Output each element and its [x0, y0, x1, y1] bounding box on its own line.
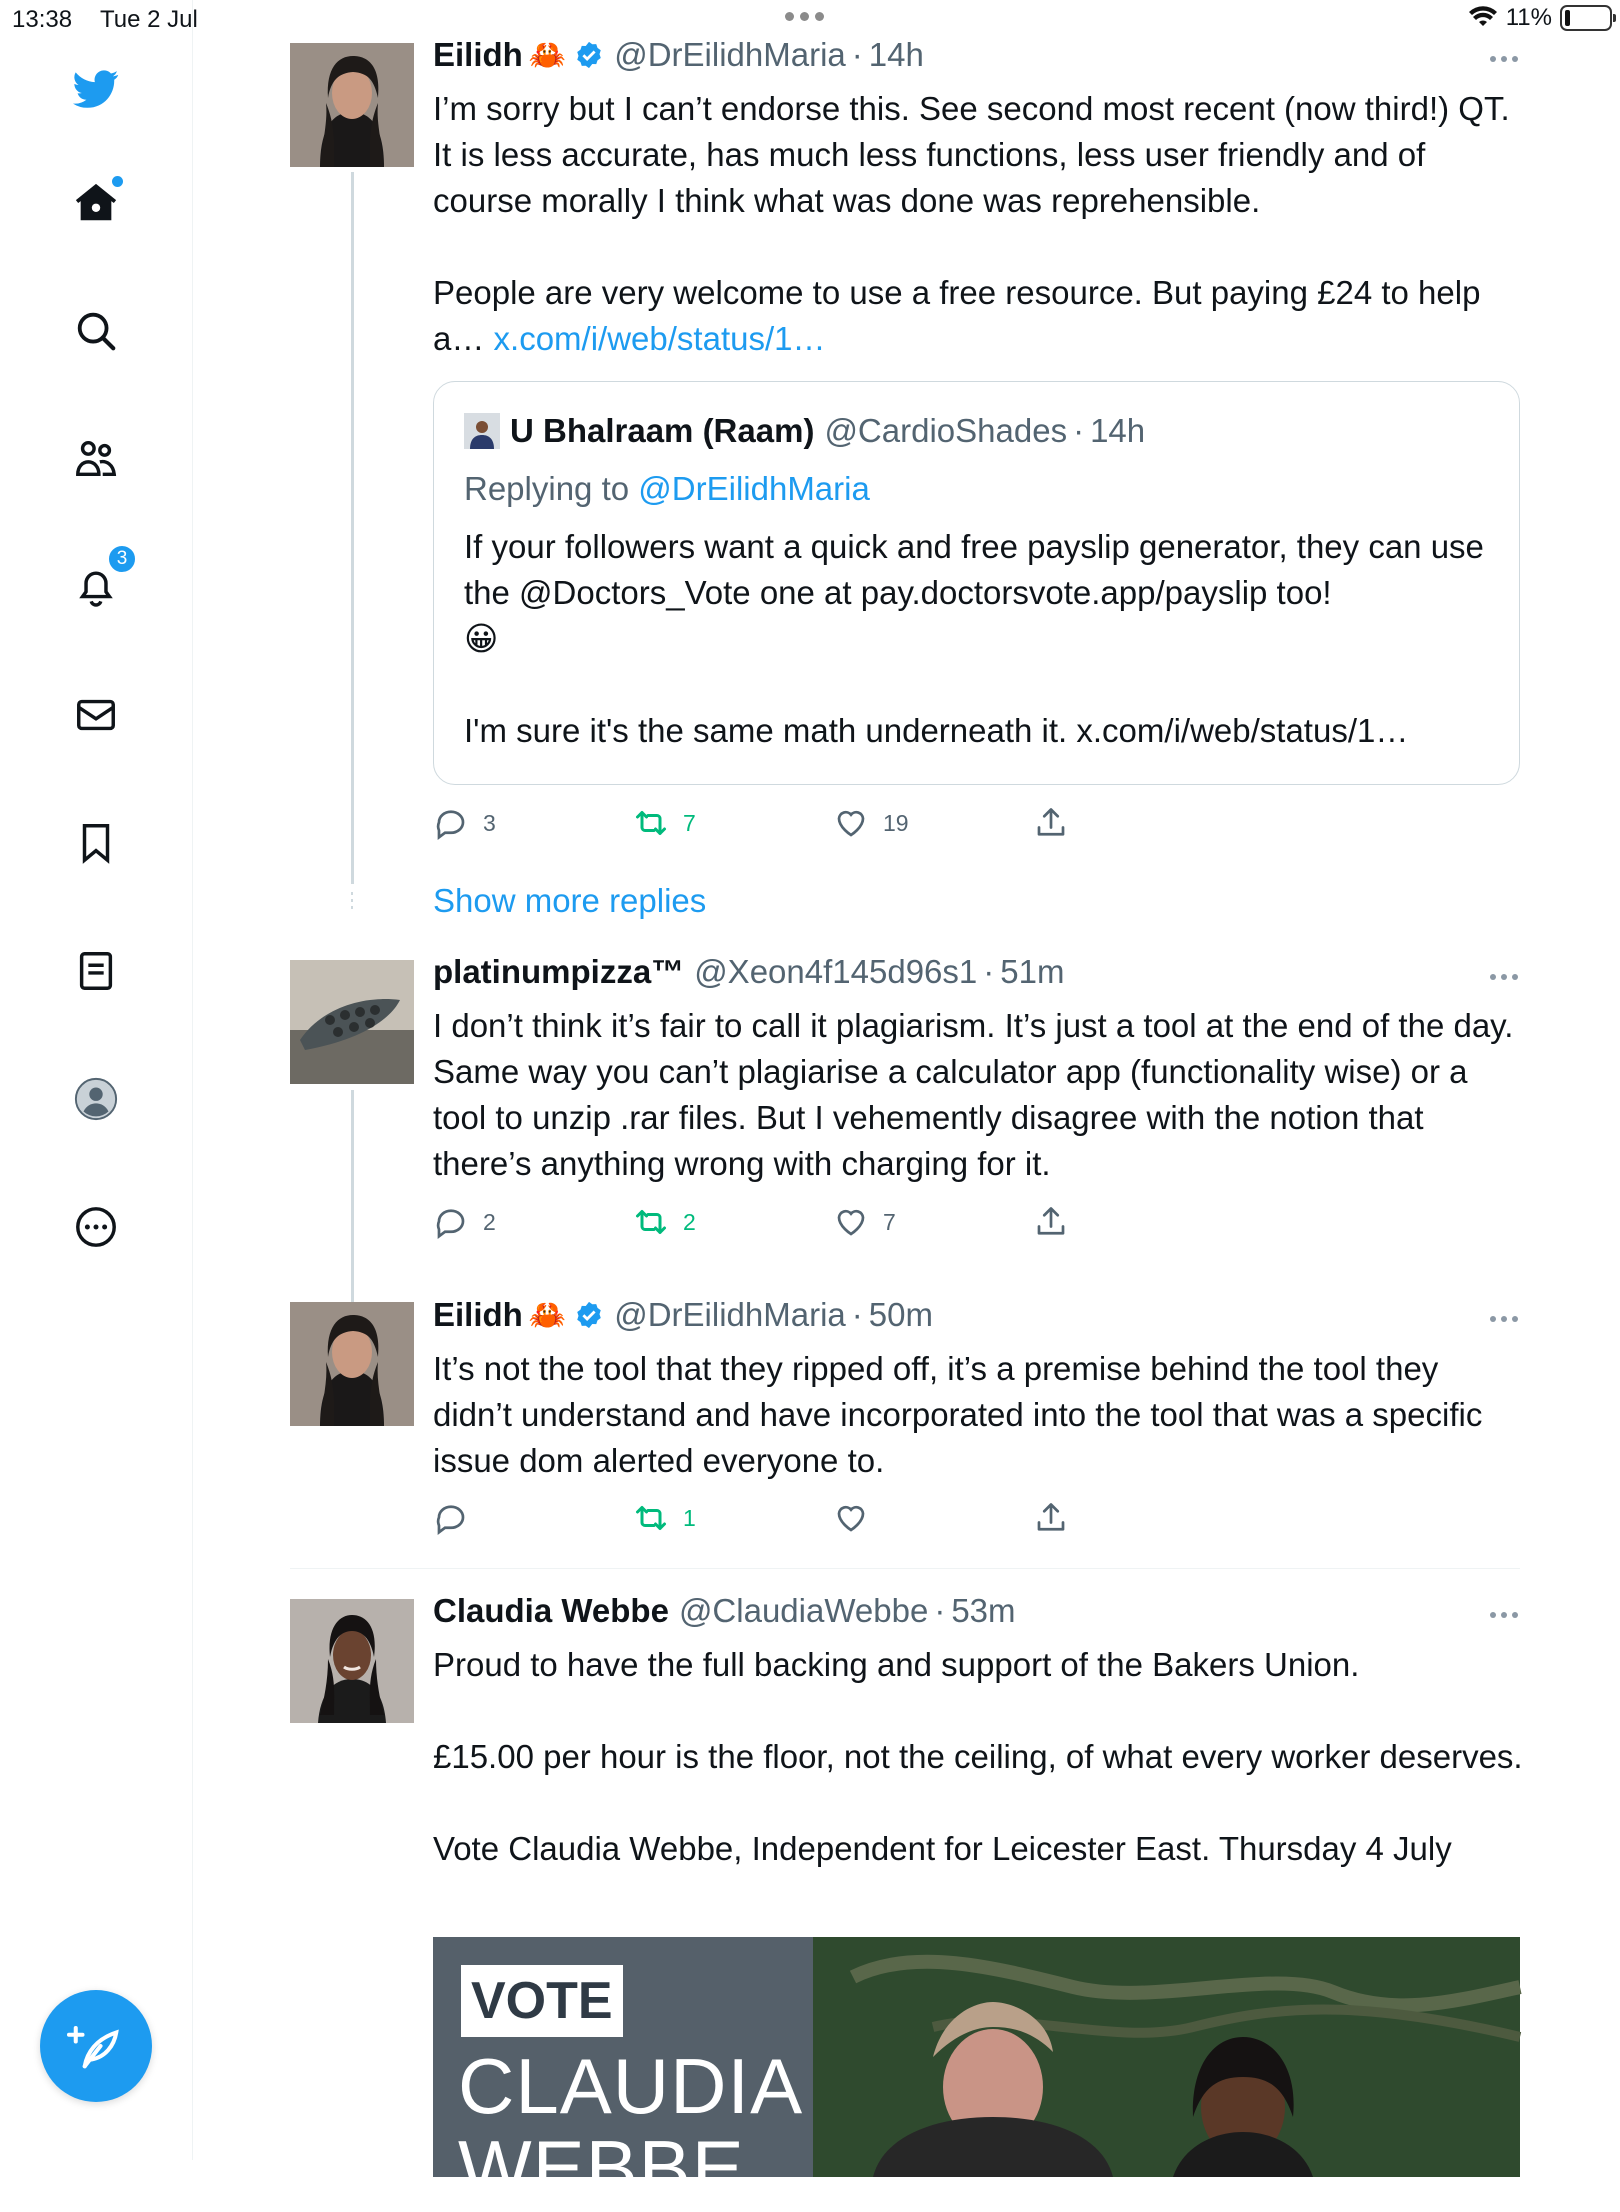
- sidebar: [0, 0, 193, 2160]
- share-button[interactable]: [1033, 1500, 1069, 1536]
- status-date: Tue 2 Jul: [100, 6, 198, 33]
- quote-avatar: [464, 413, 500, 449]
- quote-paragraph: I'm sure it's the same math underneath it. x.com/i/web/status/1…: [464, 712, 1409, 749]
- separator-dot: ·: [851, 36, 863, 73]
- avatar[interactable]: [290, 1302, 414, 1426]
- retweet-count: 1: [683, 1504, 696, 1531]
- crab-emoji: 🦀: [528, 38, 567, 72]
- tweet-paragraph: People are very welcome to use a free resource. But paying £24 to help a…: [433, 274, 1481, 357]
- like-button[interactable]: [833, 1500, 869, 1536]
- search-icon[interactable]: [71, 306, 121, 356]
- lists-icon[interactable]: [71, 946, 121, 996]
- tweet-time[interactable]: 51m: [1000, 953, 1065, 990]
- share-button[interactable]: [1033, 805, 1069, 841]
- replying-to-handle[interactable]: @DrEilidhMaria: [638, 470, 870, 507]
- tweet-paragraph: £15.00 per hour is the floor, not the ceiling, of what every worker deserves.: [433, 1738, 1523, 1775]
- tweet-paragraph: Proud to have the full backing and support of the Bakers Union.: [433, 1646, 1360, 1683]
- like-count: 19: [883, 809, 909, 836]
- compose-tweet-button[interactable]: [40, 1990, 152, 2102]
- retweet-count: 7: [683, 809, 696, 836]
- tweet-link[interactable]: x.com/i/web/status/1…: [493, 320, 826, 357]
- tweet-media-image[interactable]: [433, 1937, 1520, 2212]
- media-vote-text: VOTE: [461, 1965, 623, 2037]
- battery-percent: 11%: [1505, 4, 1552, 31]
- author-name[interactable]: Eilidh: [433, 36, 523, 73]
- retweet-icon: [633, 1500, 669, 1536]
- share-button[interactable]: [1033, 1204, 1069, 1240]
- separator-dot: ·: [934, 1592, 946, 1629]
- tweet-actions: [433, 1204, 1093, 1244]
- home-unread-dot: [112, 176, 123, 187]
- messages-icon[interactable]: [71, 690, 121, 740]
- tweet-more-icon[interactable]: [1490, 56, 1518, 62]
- tweet-time[interactable]: 50m: [868, 1296, 933, 1333]
- profile-avatar-icon[interactable]: [71, 1074, 121, 1124]
- retweet-button[interactable]: [633, 805, 696, 841]
- reply-icon: [433, 805, 469, 841]
- author-handle[interactable]: @DrEilidhMaria: [614, 1296, 846, 1333]
- grin-emoji: 😀: [464, 620, 499, 657]
- status-time: 13:38: [12, 6, 73, 33]
- notifications-bell-icon[interactable]: [71, 548, 128, 612]
- crab-emoji: 🦀: [528, 1298, 567, 1332]
- replying-prefix: Replying to: [464, 470, 630, 507]
- share-icon: [1033, 805, 1069, 841]
- replying-to: [464, 470, 870, 508]
- tweet-divider: [290, 1568, 1520, 1569]
- share-icon: [1033, 1204, 1069, 1240]
- retweet-button[interactable]: [633, 1204, 696, 1240]
- separator-dot: ·: [983, 953, 995, 990]
- verified-badge-icon: [574, 40, 604, 70]
- battery-icon: [1560, 5, 1612, 31]
- separator-dot: ·: [1073, 412, 1085, 449]
- author-name[interactable]: Eilidh: [433, 1296, 523, 1333]
- thread-line: [351, 172, 354, 884]
- show-more-replies-link[interactable]: Show more replies: [433, 882, 707, 919]
- tweet-more-icon[interactable]: [1490, 1316, 1518, 1322]
- communities-icon[interactable]: [71, 434, 121, 484]
- twitter-logo-icon[interactable]: [71, 64, 121, 114]
- heart-icon: [833, 1204, 869, 1240]
- separator-dot: ·: [851, 1296, 863, 1333]
- quote-text: [464, 524, 1494, 754]
- author-name[interactable]: platinumpizza™: [433, 953, 685, 990]
- tweet-paragraph: Vote Claudia Webbe, Independent for Leicester East. Thursday 4 July: [433, 1830, 1452, 1867]
- avatar[interactable]: [290, 43, 414, 167]
- heart-icon: [833, 1500, 869, 1536]
- retweet-icon: [633, 805, 669, 841]
- tweet-more-icon[interactable]: [1490, 974, 1518, 980]
- quote-author-handle: @CardioShades: [824, 412, 1068, 449]
- tweet-actions: [433, 805, 1093, 845]
- reply-icon: [433, 1500, 469, 1536]
- tweet-paragraph: I’m sorry but I can’t endorse this. See second most recent (now third!) QT. It is less accurate, has much less functions, less user friendly and of course morally I think what was done was reprehensible.: [433, 90, 1510, 219]
- quote-author-name: U Bhalraam (Raam): [510, 412, 815, 449]
- thread-line: [351, 1090, 354, 1302]
- tweet-text: I don’t think it’s fair to call it plagiarism. It’s just a tool at the end of the day. Same way you can’t plagiarise a calculator app (functionality wise) or a tool to unzip .rar files. But I vehemently disagree with the notion that there’s anything wrong with charging for it.: [433, 1007, 1514, 1182]
- tweet-text: [433, 86, 1523, 362]
- heart-icon: [833, 805, 869, 841]
- notifications-badge: 3: [107, 544, 137, 574]
- author-handle[interactable]: @DrEilidhMaria: [614, 36, 846, 73]
- tweet-more-icon[interactable]: [1490, 1612, 1518, 1618]
- avatar[interactable]: [290, 1599, 414, 1723]
- tweet-text: It’s not the tool that they ripped off, it’s a premise behind the tool they didn’t understand and have incorporated into the tool that was a specific issue dom alerted everyone to.: [433, 1350, 1483, 1479]
- reply-button[interactable]: [433, 1204, 496, 1240]
- author-name[interactable]: Claudia Webbe: [433, 1592, 669, 1629]
- reply-button[interactable]: [433, 805, 496, 841]
- quote-time: 14h: [1090, 412, 1146, 449]
- media-name-text: CLAUDIA WEBBE: [458, 2042, 804, 2212]
- avatar[interactable]: [290, 960, 414, 1084]
- compose-feather-icon: [69, 2019, 123, 2073]
- wifi-icon: [1468, 6, 1498, 30]
- retweet-button[interactable]: [633, 1500, 696, 1536]
- quote-paragraph: If your followers want a quick and free payslip generator, they can use the @Doctors_Vote one at pay.doctorsvote.app/payslip too!: [464, 528, 1484, 611]
- reply-button[interactable]: [433, 1500, 469, 1536]
- retweet-count: 2: [683, 1208, 696, 1235]
- reply-count: 3: [483, 809, 496, 836]
- status-bar: [0, 0, 1620, 40]
- tweet-actions: [433, 1500, 1093, 1540]
- verified-badge-icon: [574, 1300, 604, 1330]
- bookmarks-icon[interactable]: [71, 818, 121, 868]
- tweet-time[interactable]: 53m: [951, 1592, 1016, 1629]
- retweet-icon: [633, 1204, 669, 1240]
- tweet-text: [433, 1642, 1523, 1872]
- author-handle[interactable]: @ClaudiaWebbe: [678, 1592, 929, 1629]
- author-handle[interactable]: @Xeon4f145d96s1: [694, 953, 978, 990]
- reply-count: 2: [483, 1208, 496, 1235]
- reply-icon: [433, 1204, 469, 1240]
- share-icon: [1033, 1500, 1069, 1536]
- like-button[interactable]: [833, 1204, 896, 1240]
- thread-line: [351, 892, 353, 910]
- home-icon[interactable]: [71, 178, 121, 228]
- tweet-time[interactable]: 14h: [868, 36, 924, 73]
- like-button[interactable]: [833, 805, 909, 841]
- more-options-circle-icon[interactable]: [71, 1202, 121, 1252]
- like-count: 7: [883, 1208, 896, 1235]
- quoted-tweet[interactable]: [433, 381, 1520, 785]
- multitasking-dots-icon[interactable]: [785, 12, 824, 21]
